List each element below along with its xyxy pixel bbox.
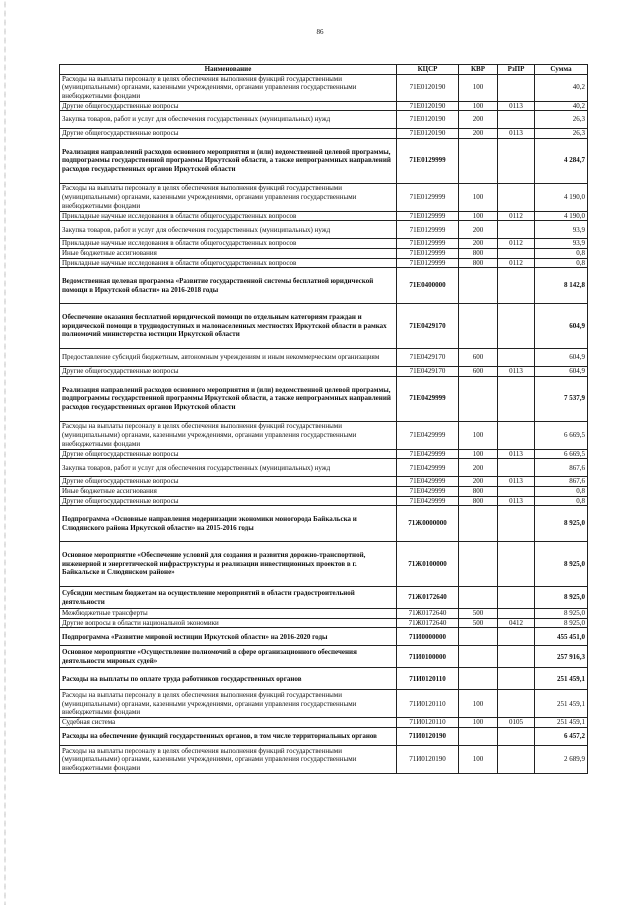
cell-name: Расходы на выплаты персоналу в целях обеспечения выполнения функций государственными (муниципальными) органами, казенными учреждениями, органами управления государственными внебюджетными фондами <box>60 183 397 211</box>
cell-rzpr <box>498 542 535 587</box>
table-row <box>60 367 588 377</box>
cell-sum: 251 459,1 <box>535 690 588 718</box>
cell-sum: 257 916,3 <box>535 646 588 668</box>
cell-rzpr: 0113 <box>498 496 535 506</box>
cell-sum: 4 190,0 <box>535 183 588 211</box>
cell-name: Расходы на выплаты персоналу в целях обеспечения выполнения функций государственными (муниципальными) органами, казенными учреждениями, органами управления государственными внебюджетными фондами <box>60 74 397 101</box>
cell-sum: 40,2 <box>535 74 588 101</box>
cell-rzpr: 0113 <box>498 477 535 487</box>
cell-kvr <box>459 304 498 349</box>
cell-kvr: 100 <box>459 183 498 211</box>
cell-name: Межбюджетные трансферты <box>60 609 397 619</box>
table-row <box>60 459 588 477</box>
cell-rzpr <box>498 138 535 183</box>
cell-kcsr: 71Ж0172640 <box>397 587 459 609</box>
cell-name: Закупка товаров, работ и услуг для обеспечения государственных (муниципальных) нужд <box>60 221 397 239</box>
cell-kvr: 200 <box>459 477 498 487</box>
cell-sum: 867,6 <box>535 477 588 487</box>
page-number: 86 <box>316 28 324 36</box>
cell-sum: 0,8 <box>535 258 588 268</box>
cell-kcsr: 71И0120190 <box>397 745 459 773</box>
cell-name: Иные бюджетные ассигнования <box>60 248 397 258</box>
cell-name: Другие общегосударственные вопросы <box>60 477 397 487</box>
cell-sum: 0,8 <box>535 496 588 506</box>
cell-sum: 8 925,0 <box>535 542 588 587</box>
cell-kcsr: 71Ж0172640 <box>397 618 459 628</box>
cell-sum: 7 537,9 <box>535 376 588 421</box>
cell-kvr: 100 <box>459 718 498 728</box>
cell-name: Другие вопросы в области национальной экономики <box>60 618 397 628</box>
cell-rzpr: 0113 <box>498 101 535 111</box>
cell-name: Закупка товаров, работ и услуг для обеспечения государственных (муниципальных) нужд <box>60 459 397 477</box>
cell-sum: 4 190,0 <box>535 211 588 221</box>
cell-name: Расходы на выплаты по оплате труда работников государственных органов <box>60 668 397 690</box>
cell-kvr: 100 <box>459 745 498 773</box>
table-row <box>60 727 588 745</box>
cell-kvr: 100 <box>459 74 498 101</box>
cell-sum: 604,9 <box>535 367 588 377</box>
table-row <box>60 628 588 646</box>
cell-sum: 0,8 <box>535 486 588 496</box>
table-row <box>60 101 588 111</box>
cell-name: Расходы на обеспечение функций государственных органов, в том числе территориальных органов <box>60 727 397 745</box>
cell-name: Прикладные научные исследования в области общегосударственных вопросов <box>60 258 397 268</box>
cell-kvr <box>459 628 498 646</box>
cell-kcsr: 71Е0120190 <box>397 111 459 129</box>
cell-rzpr <box>498 459 535 477</box>
cell-rzpr <box>498 183 535 211</box>
cell-sum: 867,6 <box>535 459 588 477</box>
cell-rzpr <box>498 304 535 349</box>
cell-kcsr: 71Е0400000 <box>397 268 459 304</box>
cell-name: Ведомственная целевая программа «Развитие государственной системы бесплатной юридической помощи в Иркутской области» на 2016-2018 годы <box>60 268 397 304</box>
table-row <box>60 587 588 609</box>
cell-name: Иные бюджетные ассигнования <box>60 486 397 496</box>
cell-name: Реализация направлений расходов основного мероприятия и (или) ведомственной целевой программы, подпрограммы государственной программы Иркутской области, а также непрограммных направлений расходов государственных органов Иркутской области <box>60 138 397 183</box>
cell-name: Основное мероприятие «Обеспечение условий для создания и развития дорожно-транспортной, инженерной и энергетической инфраструктуры и реализации инвестиционных проектов в г. Байкальске и Слюдянском районе» <box>60 542 397 587</box>
cell-kcsr: 71И0120110 <box>397 690 459 718</box>
cell-kvr: 200 <box>459 111 498 129</box>
cell-sum: 8 925,0 <box>535 506 588 542</box>
table-row <box>60 745 588 773</box>
cell-kcsr: 71Е0129999 <box>397 138 459 183</box>
table-header-row <box>60 65 588 75</box>
cell-sum: 604,9 <box>535 304 588 349</box>
cell-kvr <box>459 542 498 587</box>
cell-kvr: 600 <box>459 367 498 377</box>
cell-sum: 251 459,1 <box>535 668 588 690</box>
cell-kvr <box>459 668 498 690</box>
cell-kcsr: 71Е0429999 <box>397 477 459 487</box>
cell-kvr: 800 <box>459 248 498 258</box>
cell-kvr: 200 <box>459 129 498 139</box>
cell-sum: 93,9 <box>535 221 588 239</box>
cell-kvr <box>459 376 498 421</box>
cell-kvr: 800 <box>459 496 498 506</box>
cell-rzpr <box>498 376 535 421</box>
cell-rzpr <box>498 421 535 449</box>
cell-sum: 26,3 <box>535 111 588 129</box>
table-row <box>60 668 588 690</box>
header-name: Наименование <box>60 65 397 75</box>
cell-kvr: 200 <box>459 239 498 249</box>
cell-kcsr: 71Е0129999 <box>397 211 459 221</box>
cell-kcsr: 71И0120110 <box>397 718 459 728</box>
cell-name: Другие общегосударственные вопросы <box>60 496 397 506</box>
table-row <box>60 129 588 139</box>
table-row <box>60 183 588 211</box>
table-row <box>60 304 588 349</box>
cell-kcsr: 71Е0429170 <box>397 367 459 377</box>
table-row <box>60 221 588 239</box>
cell-kcsr: 71Е0429999 <box>397 496 459 506</box>
cell-rzpr <box>498 646 535 668</box>
cell-kvr: 200 <box>459 459 498 477</box>
cell-rzpr <box>498 609 535 619</box>
table-row <box>60 477 588 487</box>
cell-sum: 40,2 <box>535 101 588 111</box>
cell-kvr: 100 <box>459 421 498 449</box>
cell-name: Расходы на выплаты персоналу в целях обеспечения выполнения функций государственными (муниципальными) органами, казенными учреждениями, органами управления государственными внебюджетными фондами <box>60 421 397 449</box>
cell-kvr: 200 <box>459 221 498 239</box>
cell-name: Другие общегосударственные вопросы <box>60 129 397 139</box>
cell-sum: 6 669,5 <box>535 421 588 449</box>
cell-name: Расходы на выплаты персоналу в целях обеспечения выполнения функций государственными (муниципальными) органами, казенными учреждениями, органами управления государственными внебюджетными фондами <box>60 745 397 773</box>
cell-kcsr: 71И0000000 <box>397 628 459 646</box>
cell-name: Реализация направлений расходов основного мероприятия и (или) ведомственной целевой программы, подпрограммы государственной программы Иркутской области, а также непрограммных направлений расходов государственных органов Иркутской области <box>60 376 397 421</box>
cell-rzpr: 0105 <box>498 718 535 728</box>
table-body <box>60 74 588 773</box>
table-row <box>60 542 588 587</box>
cell-sum: 4 284,7 <box>535 138 588 183</box>
table-row <box>60 609 588 619</box>
cell-kcsr: 71Е0129999 <box>397 239 459 249</box>
cell-name: Судебная система <box>60 718 397 728</box>
cell-rzpr <box>498 628 535 646</box>
header-kcsr: КЦСР <box>397 65 459 75</box>
cell-sum: 2 689,9 <box>535 745 588 773</box>
cell-sum: 93,9 <box>535 239 588 249</box>
cell-kcsr: 71Е0429999 <box>397 459 459 477</box>
cell-kcsr: 71Е0429170 <box>397 304 459 349</box>
cell-kcsr: 71Е0120190 <box>397 129 459 139</box>
table-row <box>60 376 588 421</box>
cell-kcsr: 71Е0429999 <box>397 486 459 496</box>
table-row <box>60 239 588 249</box>
cell-sum: 6 669,5 <box>535 449 588 459</box>
cell-kcsr: 71Е0129999 <box>397 221 459 239</box>
cell-name: Подпрограмма «Развитие мировой юстиции Иркутской области» на 2016-2020 годы <box>60 628 397 646</box>
cell-kvr <box>459 138 498 183</box>
cell-name: Расходы на выплаты персоналу в целях обеспечения выполнения функций государственными (муниципальными) органами, казенными учреждениями, органами управления государственными внебюджетными фондами <box>60 690 397 718</box>
table-row <box>60 646 588 668</box>
cell-name: Подпрограмма «Основные направления модернизации экономики моногорода Байкальска и Слюдянского района Иркутской области» на 2015-2016 годы <box>60 506 397 542</box>
header-kvr: КВР <box>459 65 498 75</box>
cell-kcsr: 71Ж0100000 <box>397 542 459 587</box>
cell-name: Закупка товаров, работ и услуг для обеспечения государственных (муниципальных) нужд <box>60 111 397 129</box>
table-row <box>60 211 588 221</box>
cell-rzpr: 0412 <box>498 618 535 628</box>
table-row <box>60 486 588 496</box>
cell-rzpr: 0112 <box>498 258 535 268</box>
table-row <box>60 506 588 542</box>
table-row <box>60 258 588 268</box>
cell-rzpr <box>498 248 535 258</box>
cell-sum: 26,3 <box>535 129 588 139</box>
cell-name: Прикладные научные исследования в области общегосударственных вопросов <box>60 211 397 221</box>
scan-edge-dots <box>4 0 6 905</box>
cell-rzpr <box>498 668 535 690</box>
cell-rzpr: 0113 <box>498 367 535 377</box>
cell-kcsr: 71Ж0000000 <box>397 506 459 542</box>
cell-kvr: 800 <box>459 258 498 268</box>
cell-rzpr: 0112 <box>498 239 535 249</box>
table-row <box>60 718 588 728</box>
cell-name: Обеспечение оказания бесплатной юридической помощи по отдельным категориям граждан и юридической помощи в труднодоступных и малонаселенных местностях Иркутской области в рамках полномочий министерства юстиции Иркутской области <box>60 304 397 349</box>
cell-kvr <box>459 587 498 609</box>
cell-kvr: 600 <box>459 349 498 367</box>
cell-rzpr: 0113 <box>498 129 535 139</box>
cell-sum: 455 451,0 <box>535 628 588 646</box>
cell-rzpr: 0113 <box>498 449 535 459</box>
table-row <box>60 690 588 718</box>
cell-kcsr: 71Е0129999 <box>397 183 459 211</box>
cell-kcsr: 71И0100000 <box>397 646 459 668</box>
cell-kvr: 100 <box>459 449 498 459</box>
table-row <box>60 449 588 459</box>
table-row <box>60 268 588 304</box>
budget-table <box>59 64 588 774</box>
cell-sum: 8 925,0 <box>535 609 588 619</box>
cell-name: Субсидии местным бюджетам на осуществление мероприятий в области градостроительной деятельности <box>60 587 397 609</box>
cell-sum: 0,8 <box>535 248 588 258</box>
cell-name: Прикладные научные исследования в области общегосударственных вопросов <box>60 239 397 249</box>
cell-rzpr <box>498 727 535 745</box>
cell-kcsr: 71Е0429999 <box>397 376 459 421</box>
cell-rzpr <box>498 506 535 542</box>
table-row <box>60 421 588 449</box>
cell-kvr <box>459 506 498 542</box>
table-row <box>60 111 588 129</box>
cell-rzpr: 0112 <box>498 211 535 221</box>
table-row <box>60 496 588 506</box>
cell-sum: 604,9 <box>535 349 588 367</box>
cell-kcsr: 71Е0429999 <box>397 449 459 459</box>
cell-sum: 8 925,0 <box>535 587 588 609</box>
table-row <box>60 248 588 258</box>
cell-kcsr: 71Е0129999 <box>397 258 459 268</box>
cell-name: Другие общегосударственные вопросы <box>60 101 397 111</box>
cell-kcsr: 71Е0120190 <box>397 74 459 101</box>
cell-name: Другие общегосударственные вопросы <box>60 367 397 377</box>
cell-kcsr: 71Ж0172640 <box>397 609 459 619</box>
cell-kcsr: 71Е0429999 <box>397 421 459 449</box>
cell-kcsr: 71Е0120190 <box>397 101 459 111</box>
cell-rzpr <box>498 221 535 239</box>
cell-kvr: 100 <box>459 211 498 221</box>
cell-kvr: 500 <box>459 618 498 628</box>
cell-kcsr: 71Е0429170 <box>397 349 459 367</box>
table-row <box>60 349 588 367</box>
cell-rzpr <box>498 74 535 101</box>
cell-rzpr <box>498 349 535 367</box>
cell-kcsr: 71Е0129999 <box>397 248 459 258</box>
cell-kvr: 100 <box>459 101 498 111</box>
cell-name: Основное мероприятие «Осуществление полномочий в сфере организационного обеспечения деятельности мировых судей» <box>60 646 397 668</box>
cell-sum: 251 459,1 <box>535 718 588 728</box>
cell-kvr: 500 <box>459 609 498 619</box>
cell-sum: 8 925,0 <box>535 618 588 628</box>
cell-rzpr <box>498 486 535 496</box>
cell-rzpr <box>498 745 535 773</box>
cell-kvr <box>459 646 498 668</box>
cell-name: Предоставление субсидий бюджетным, автономным учреждениям и иным некоммерческим организациям <box>60 349 397 367</box>
cell-kvr <box>459 727 498 745</box>
cell-name: Другие общегосударственные вопросы <box>60 449 397 459</box>
table-row <box>60 618 588 628</box>
cell-kvr: 100 <box>459 690 498 718</box>
cell-sum: 8 142,8 <box>535 268 588 304</box>
cell-rzpr <box>498 268 535 304</box>
cell-kvr <box>459 268 498 304</box>
cell-rzpr <box>498 587 535 609</box>
cell-rzpr <box>498 690 535 718</box>
cell-sum: 6 457,2 <box>535 727 588 745</box>
table-row <box>60 138 588 183</box>
cell-kvr: 800 <box>459 486 498 496</box>
header-rzpr: РзПР <box>498 65 535 75</box>
cell-rzpr <box>498 111 535 129</box>
cell-kcsr: 71И0120190 <box>397 727 459 745</box>
cell-kcsr: 71И0120110 <box>397 668 459 690</box>
table-row <box>60 74 588 101</box>
header-sum: Сумма <box>535 65 588 75</box>
